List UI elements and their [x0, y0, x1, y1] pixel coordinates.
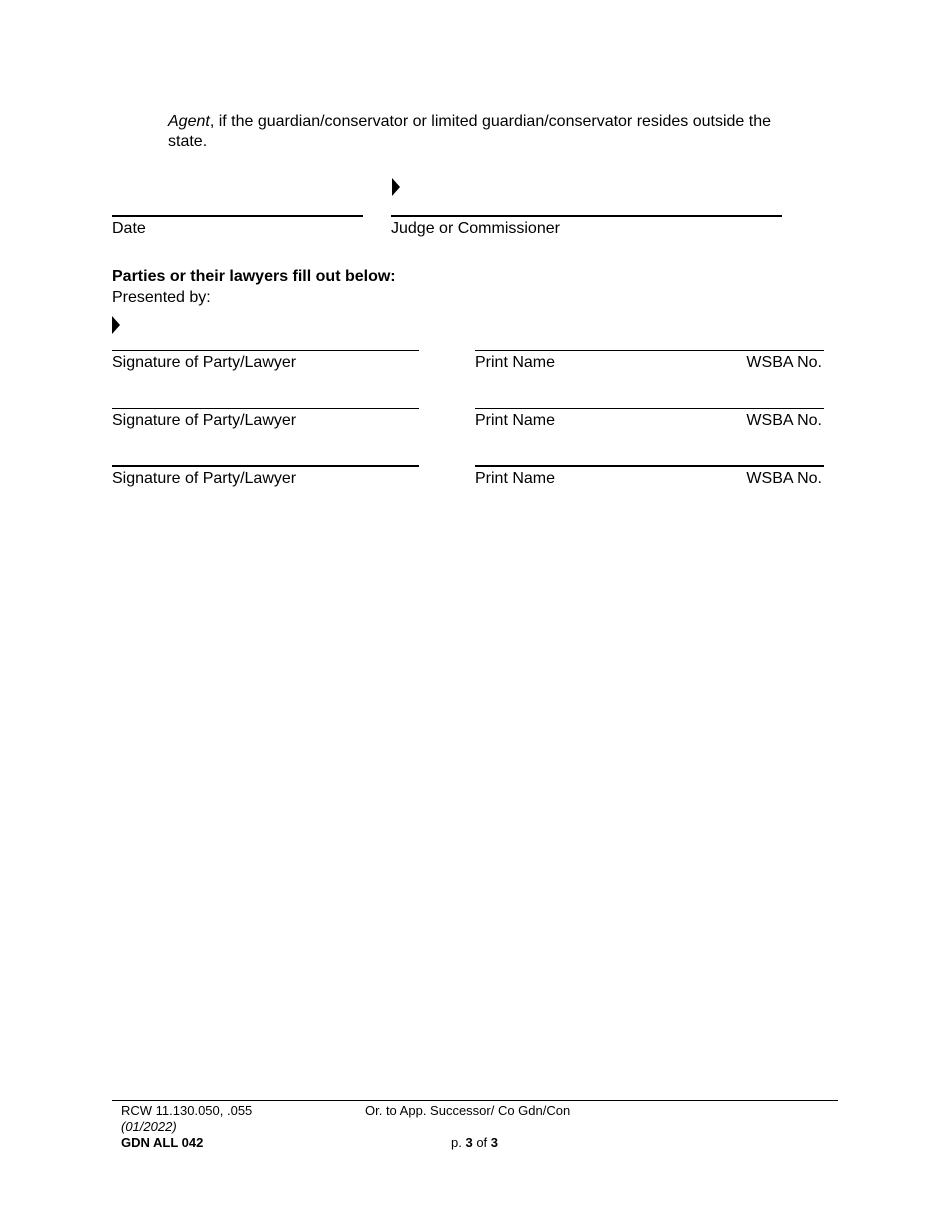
signature-label: Signature of Party/Lawyer — [112, 470, 297, 487]
signature-label: Signature of Party/Lawyer — [112, 412, 297, 429]
page-total: 3 — [490, 1135, 499, 1150]
parties-heading: Parties or their lawyers fill out below: — [112, 268, 396, 285]
date-label: Date — [112, 220, 146, 237]
judge-label: Judge or Commissioner — [391, 220, 560, 237]
intro-line-2: state. — [168, 133, 208, 150]
footer-form-code: GDN ALL 042 — [121, 1135, 204, 1150]
intro-line-1 — [168, 112, 771, 132]
wsba-label: WSBA No. — [746, 412, 822, 429]
party-signature-line[interactable] — [112, 350, 419, 351]
print-name-label: Print Name — [475, 470, 556, 487]
wsba-label: WSBA No. — [746, 470, 822, 487]
date-line[interactable] — [112, 215, 363, 217]
footer-divider — [112, 1100, 838, 1101]
print-name-line[interactable] — [475, 408, 824, 409]
page-of: of — [472, 1135, 491, 1150]
sign-here-arrow-icon — [392, 178, 400, 196]
party-signature-line[interactable] — [112, 408, 419, 409]
print-name-line[interactable] — [475, 350, 824, 351]
intro-text: , if the guardian/conservator or limited guardian/conservator resides outside the — [209, 113, 772, 130]
sign-here-arrow-icon — [112, 316, 120, 334]
print-name-line[interactable] — [475, 465, 824, 467]
footer-revision: (01/2022) — [121, 1119, 177, 1134]
signature-label: Signature of Party/Lawyer — [112, 354, 297, 371]
judge-signature-line[interactable] — [391, 215, 782, 217]
footer-form-title: Or. to App. Successor/ Co Gdn/Con — [365, 1103, 571, 1118]
wsba-label: WSBA No. — [746, 354, 822, 371]
print-name-label: Print Name — [475, 354, 556, 371]
presented-by-label: Presented by: — [112, 289, 211, 306]
footer-page-number — [451, 1135, 498, 1151]
page-current: 3 — [465, 1135, 473, 1150]
print-name-label: Print Name — [475, 412, 556, 429]
agent-term: Agent — [168, 113, 210, 130]
page-prefix: p. — [451, 1135, 466, 1150]
party-signature-line[interactable] — [112, 465, 419, 467]
intro-paragraph — [168, 112, 771, 152]
footer-rcw: RCW 11.130.050, .055 — [121, 1103, 253, 1118]
